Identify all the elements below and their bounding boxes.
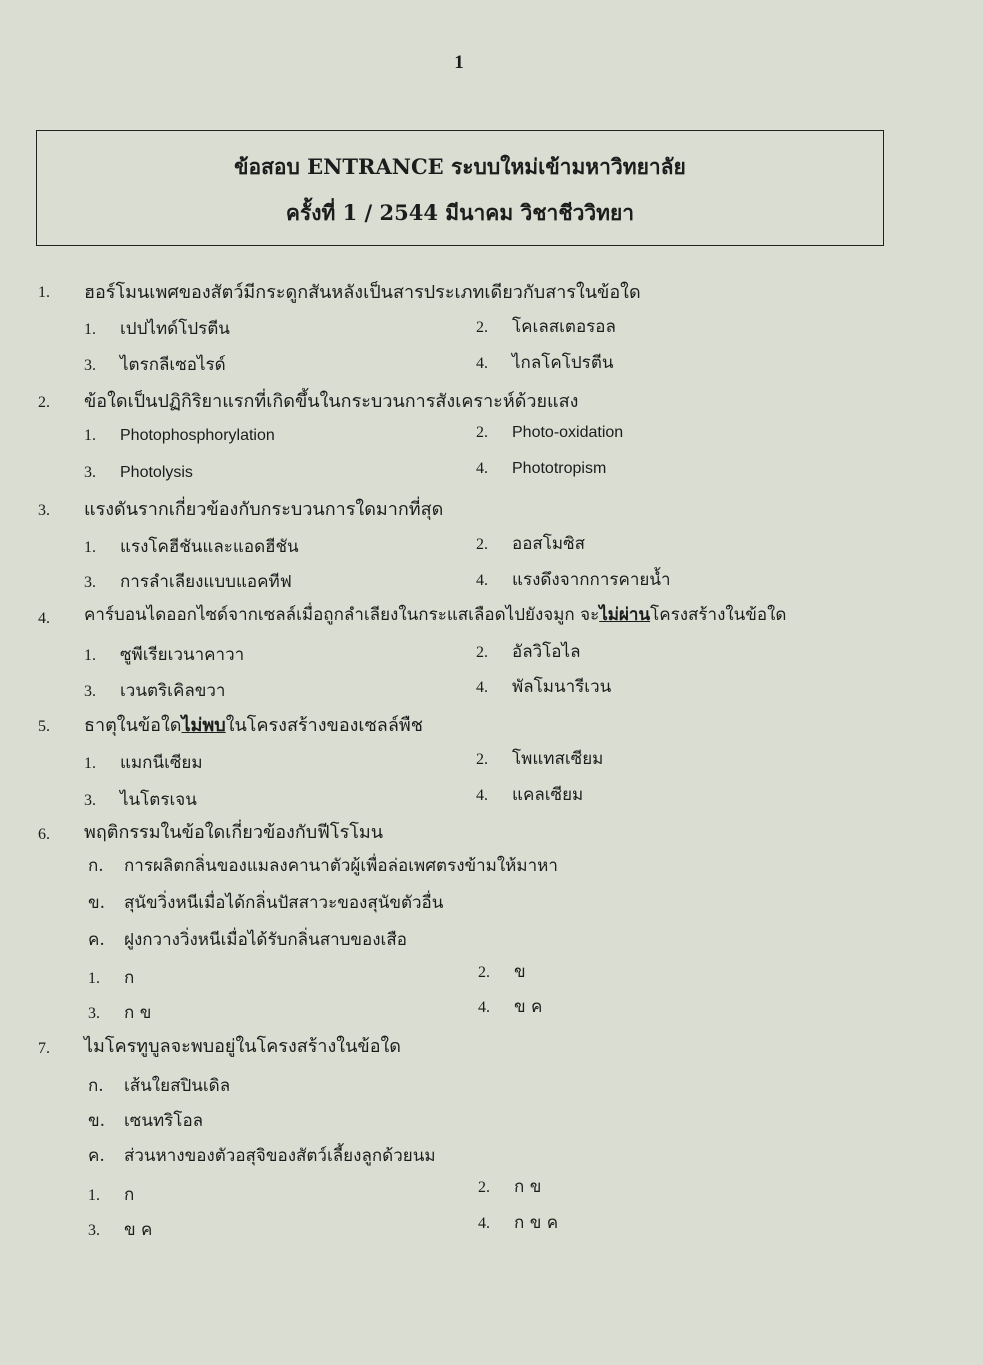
option-text: แรงดึงจากการคายน้ำ: [512, 570, 671, 590]
statement-label: ค.: [88, 1146, 105, 1166]
option-1[interactable]: [84, 749, 203, 776]
option-text: ไนโตรเจน: [120, 790, 197, 810]
statement-item: [88, 852, 558, 879]
question-text-part: คาร์บอนไดออกไซด์จากเซลล์เมื่อถูกลำเลียงในกระแสเลือดไปยังจมูก จะ: [84, 605, 600, 625]
option-number: 2.: [476, 319, 488, 336]
option-text: Phototropism: [512, 460, 607, 477]
option-number: 2.: [476, 536, 488, 553]
option-3[interactable]: [84, 351, 226, 378]
option-number: 4.: [478, 999, 490, 1016]
option-4[interactable]: [478, 993, 542, 1020]
option-text: พัลโมนารีเวน: [512, 677, 612, 697]
option-text: ไกลโคโปรตีน: [512, 353, 614, 373]
option-4[interactable]: [476, 566, 671, 593]
option-2[interactable]: [476, 745, 603, 772]
option-2[interactable]: [478, 958, 526, 985]
exam-title-line2: ครั้งที่ 1 / 2544 มีนาคม วิชาชีววิทยา: [285, 200, 635, 225]
option-text: เวนตริเคิลขวา: [120, 681, 226, 701]
option-number: 2.: [478, 1179, 490, 1196]
exam-title-box: [36, 130, 884, 246]
option-text: ก ข: [124, 1003, 152, 1023]
option-number: 1.: [84, 427, 96, 444]
option-text: แคลเซียม: [512, 785, 584, 805]
option-number: 2.: [478, 964, 490, 981]
option-text: โพแทสเซียม: [512, 749, 604, 769]
emphasis-not-pass: ไม่ผ่าน: [599, 605, 651, 625]
statement-item: [88, 926, 407, 953]
statement-text: เซนทริโอล: [124, 1111, 204, 1131]
option-3[interactable]: [84, 462, 193, 482]
option-1[interactable]: [88, 1181, 134, 1208]
statement-label: ข.: [88, 893, 106, 913]
option-number: 4.: [476, 679, 488, 696]
option-text: Photolysis: [120, 464, 193, 481]
option-1[interactable]: [84, 533, 299, 560]
option-3[interactable]: [88, 1216, 152, 1243]
question-text-part: ธาตุในข้อใด: [84, 715, 182, 736]
option-number: 1.: [88, 1187, 100, 1204]
option-text: Photophosphorylation: [120, 427, 275, 444]
option-number: 1.: [84, 321, 96, 338]
question-text-part: โครงสร้างในข้อใด: [650, 605, 787, 625]
option-2[interactable]: [476, 530, 585, 557]
statement-item: [88, 1107, 203, 1134]
option-3[interactable]: [84, 786, 197, 813]
question-text-part: ในโครงสร้างของเซลล์พืช: [225, 715, 423, 736]
exam-title-line1: ข้อสอบ ENTRANCE ระบบใหม่เข้ามหาวิทยาลัย: [234, 154, 686, 179]
question-text: พฤติกรรมในข้อใดเกี่ยวข้องกับฟีโรโมน: [84, 822, 384, 843]
question-text: ข้อใดเป็นปฏิกิริยาแรกที่เกิดขึ้นในกระบวนการสังเคราะห์ด้วยแสง: [84, 391, 579, 412]
question-text: ไมโครทูบูลจะพบอยู่ในโครงสร้างในข้อใด: [84, 1036, 401, 1057]
statement-text: การผลิตกลิ่นของแมลงคานาตัวผู้เพื่อล่อเพศตรงข้ามให้มาหา: [124, 856, 558, 876]
option-number: 1.: [84, 755, 96, 772]
option-text: ซูพีเรียเวนาคาวา: [120, 645, 245, 665]
option-text: ก: [124, 968, 135, 988]
option-4[interactable]: [476, 781, 583, 808]
option-3[interactable]: [84, 568, 292, 595]
statement-label: ข.: [88, 1111, 106, 1131]
option-4[interactable]: [476, 349, 613, 376]
option-2[interactable]: [476, 638, 580, 665]
question-text: [84, 601, 786, 628]
page-number: 1: [454, 52, 464, 73]
option-text: ไตรกลีเซอไรด์: [120, 355, 226, 375]
option-1[interactable]: [84, 425, 275, 445]
option-number: 4.: [478, 1215, 490, 1232]
option-number: 2.: [476, 424, 488, 441]
option-text: ข: [514, 962, 526, 982]
option-text: ก ข: [514, 1177, 542, 1197]
question-number: 6.: [38, 826, 50, 843]
question-number: 4.: [38, 610, 50, 627]
statement-item: [88, 1142, 436, 1169]
option-text: โคเลสเตอรอล: [512, 317, 616, 337]
option-number: 3.: [84, 357, 96, 374]
option-number: 3.: [88, 1005, 100, 1022]
option-text: อัลวิโอไล: [512, 642, 581, 662]
question-text: แรงดันรากเกี่ยวข้องกับกระบวนการใดมากที่สุด: [84, 499, 444, 520]
option-text: เปปไทด์โปรตีน: [120, 319, 230, 339]
option-text: ข ค: [514, 997, 543, 1017]
statement-item: [88, 889, 443, 916]
option-4[interactable]: [476, 458, 606, 478]
option-2[interactable]: [476, 313, 616, 340]
option-number: 3.: [84, 792, 96, 809]
option-number: 4.: [476, 572, 488, 589]
option-number: 2.: [476, 644, 488, 661]
option-1[interactable]: [88, 964, 134, 991]
option-number: 3.: [84, 574, 96, 591]
option-2[interactable]: [478, 1173, 541, 1200]
option-number: 3.: [84, 464, 96, 481]
question-text: ฮอร์โมนเพศของสัตว์มีกระดูกสันหลังเป็นสารประเภทเดียวกับสารในข้อใด: [84, 282, 641, 303]
question-number: 2.: [38, 394, 50, 411]
statement-text: ส่วนหางของตัวอสุจิของสัตว์เลี้ยงลูกด้วยนม: [124, 1146, 436, 1166]
question-number: 3.: [38, 502, 50, 519]
option-number: 1.: [88, 970, 100, 987]
emphasis-not-found: ไม่พบ: [181, 715, 226, 736]
option-text: การลำเลียงแบบแอคทีฟ: [120, 572, 292, 592]
option-3[interactable]: [84, 677, 225, 704]
option-number: 1.: [84, 539, 96, 556]
option-4[interactable]: [476, 673, 611, 700]
question-number: 5.: [38, 718, 50, 735]
statement-text: ฝูงกวางวิ่งหนีเมื่อได้รับกลิ่นสาบของเสือ: [124, 930, 407, 950]
statement-item: [88, 1072, 230, 1099]
option-text: ออสโมซิส: [512, 534, 586, 554]
option-number: 4.: [476, 787, 488, 804]
question-number: 1.: [38, 284, 50, 301]
option-1[interactable]: [84, 641, 244, 668]
option-number: 4.: [476, 460, 488, 477]
option-text: Photo-oxidation: [512, 424, 624, 441]
option-text: แรงโคฮีชันและแอดฮีชัน: [120, 537, 299, 557]
option-number: 2.: [476, 751, 488, 768]
statement-text: สุนัขวิ่งหนีเมื่อได้กลิ่นปัสสาวะของสุนัขตัวอื่น: [124, 893, 444, 913]
option-text: ก: [124, 1185, 135, 1205]
option-text: แมกนีเซียม: [120, 753, 203, 773]
option-number: 4.: [476, 355, 488, 372]
option-3[interactable]: [88, 999, 151, 1026]
question-number: 7.: [38, 1040, 50, 1057]
option-text: ข ค: [124, 1220, 153, 1240]
option-number: 3.: [88, 1222, 100, 1239]
statement-label: ก.: [88, 1076, 104, 1096]
option-number: 1.: [84, 647, 96, 664]
statement-text: เส้นใยสปินเดิล: [124, 1076, 231, 1096]
question-text: [84, 710, 423, 739]
option-4[interactable]: [478, 1209, 558, 1236]
statement-label: ค.: [88, 930, 105, 950]
option-1[interactable]: [84, 315, 230, 342]
option-2[interactable]: [476, 422, 623, 442]
statement-label: ก.: [88, 856, 104, 876]
option-number: 3.: [84, 683, 96, 700]
option-text: ก ข ค: [514, 1213, 559, 1233]
